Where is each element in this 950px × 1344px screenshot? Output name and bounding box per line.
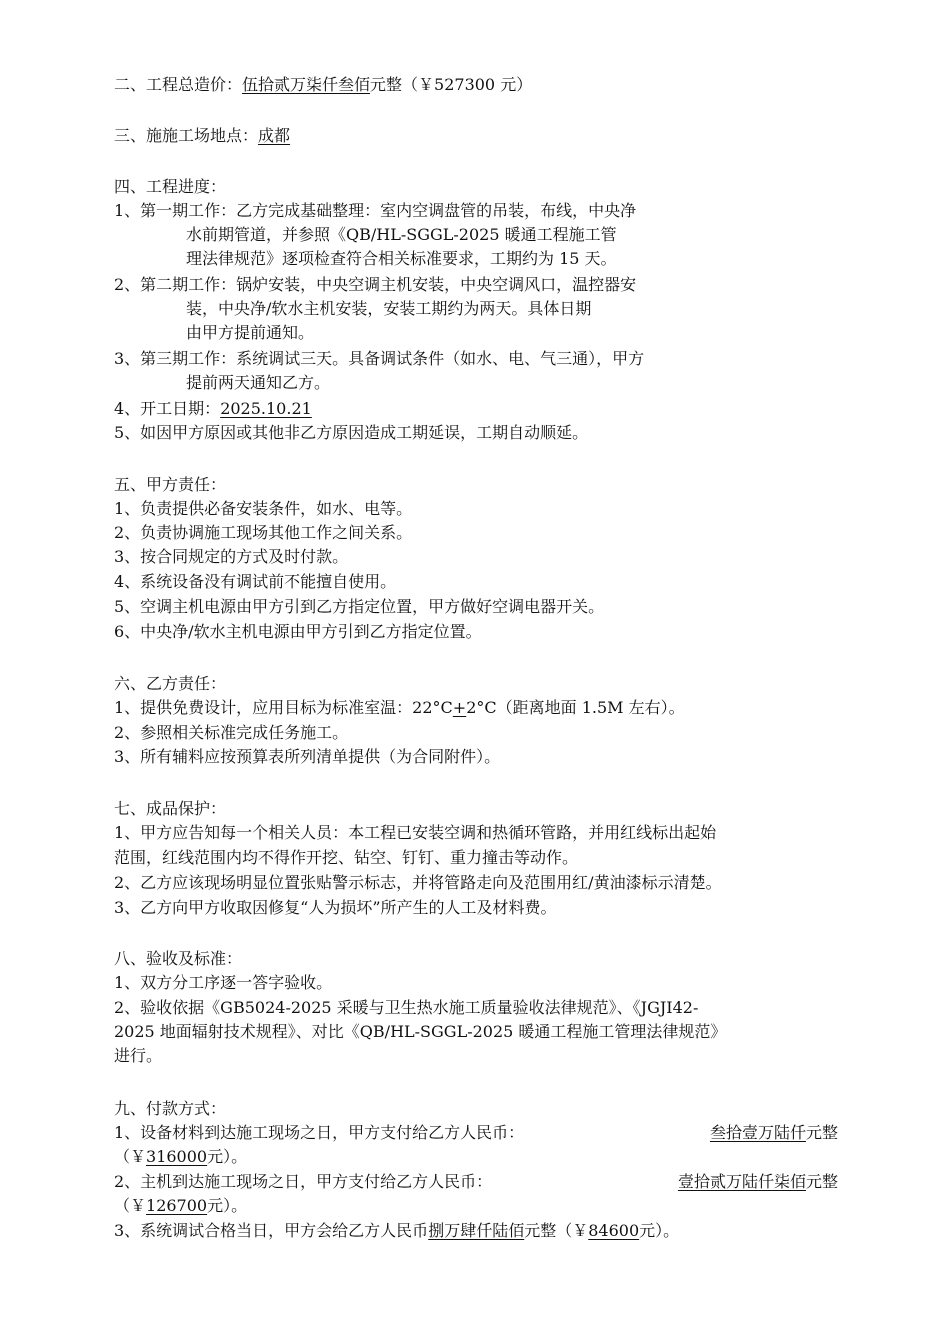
payment-item-1-line-1: 1、设备材料到达施工现场之日，甲方支付给乙方人民币： 叁拾壹万陆仟元整: [114, 1123, 838, 1142]
acceptance-line: 进行。: [114, 1046, 163, 1065]
protection-line: 1、甲方应告知每一个相关人员：本工程已安装空调和热循环管路，并用红线标出起始: [114, 823, 717, 842]
site-location-value: 成都: [258, 126, 291, 145]
acceptance-line: 2025 地面辐射技术规程》、对比《QB/HL-SGGL-2025 暖通工程施工管理法律规范》: [114, 1022, 727, 1041]
start-date-value: 2025.10.21: [220, 399, 312, 418]
payment-heading: 九、付款方式：: [114, 1099, 227, 1118]
party-a-heading: 五、甲方责任：: [114, 475, 227, 494]
total-cost-line: 二、工程总造价：伍拾贰万柒仟叁佰元整（￥527300 元）: [114, 75, 533, 94]
schedule-heading: 四、工程进度：: [114, 177, 227, 196]
party-b-item-1: 1、提供免费设计，应用目标为标准室温：22°C+2°C（距离地面 1.5M 左右）。: [114, 698, 685, 717]
schedule-item-1-line-1: 1、第一期工作：乙方完成基础整理：室内空调盘管的吊装，布线，中央净: [114, 201, 637, 220]
acceptance-heading: 八、验收及标准：: [114, 949, 243, 968]
schedule-item-3-line-1: 3、第三期工作：系统调试三天。具备调试条件（如水、电、气三通），甲方: [114, 349, 645, 368]
party-b-item-2: 2、参照相关标准完成任务施工。: [114, 723, 349, 742]
party-b-item-3: 3、所有辅料应按预算表所列清单提供（为合同附件）。: [114, 747, 501, 766]
start-date-line: 4、开工日期：2025.10.21: [114, 399, 312, 418]
total-cost-words: 伍拾贰万柒仟叁佰: [242, 75, 371, 94]
payment-item-2-line-1: 2、主机到达施工现场之日，甲方支付给乙方人民币： 壹拾贰万陆仟柒佰元整: [114, 1172, 838, 1191]
party-a-item: 5、空调主机电源由甲方引到乙方指定位置，甲方做好空调电器开关。: [114, 597, 605, 616]
payment-1-amount-number: 316000: [146, 1147, 208, 1166]
payment-item-2-line-2: （￥126700元）。: [114, 1196, 248, 1215]
party-a-item: 4、系统设备没有调试前不能擅自使用。: [114, 572, 397, 591]
payment-3-amount-number: 84600: [588, 1221, 640, 1240]
schedule-item-1-line-2: 水前期管道，并参照《QB/HL-SGGL-2025 暖通工程施工管: [186, 225, 617, 244]
payment-item-1-line-2: （￥316000元）。: [114, 1147, 248, 1166]
payment-2-amount-number: 126700: [146, 1196, 208, 1215]
site-location-line: 三、施施工场地点：成都: [114, 126, 291, 145]
protection-line: 范围，红线范围内均不得作开挖、钻空、钉钉、重力撞击等动作。: [114, 848, 579, 867]
protection-line: 2、乙方应该现场明显位置张贴警示标志，并将管路走向及范围用红/黄油漆标示清楚。: [114, 873, 722, 892]
protection-heading: 七、成品保护：: [114, 799, 227, 818]
schedule-item-2-line-3: 由甲方提前通知。: [186, 323, 315, 342]
schedule-item-3-line-2: 提前两天通知乙方。: [186, 373, 331, 392]
payment-1-amount-words: 叁拾壹万陆仟: [709, 1123, 806, 1142]
party-a-item: 3、按合同规定的方式及时付款。: [114, 547, 349, 566]
party-a-item: 2、负责协调施工现场其他工作之间关系。: [114, 523, 413, 542]
schedule-item-2-line-2: 装，中央净/软水主机安装，安装工期约为两天。具体日期: [186, 299, 592, 318]
party-a-item: 1、负责提供必备安装条件，如水、电等。: [114, 499, 413, 518]
party-b-heading: 六、乙方责任：: [114, 674, 227, 693]
schedule-item-1-line-3: 理法律规范》逐项检查符合相关标准要求，工期约为 15 天。: [186, 249, 617, 268]
schedule-item-2-line-1: 2、第二期工作：锅炉安装，中央空调主机安装，中央空调风口，温控器安: [114, 275, 637, 294]
acceptance-line: 1、双方分工序逐一答字验收。: [114, 973, 333, 992]
payment-3-amount-words: 捌万肆仟陆佰: [428, 1221, 525, 1240]
party-a-item: 6、中央净/软水主机电源由甲方引到乙方指定位置。: [114, 622, 482, 641]
payment-item-3: 3、系统调试合格当日，甲方会给乙方人民币捌万肆仟陆佰元整（￥84600元）。: [114, 1221, 680, 1240]
acceptance-line: 2、验收依据《GB5024-2025 采暖与卫生热水施工质量验收法律规范》、《JGJI42-: [114, 998, 699, 1017]
schedule-item-5: 5、如因甲方原因或其他非乙方原因造成工期延误，工期自动顺延。: [114, 423, 589, 442]
payment-2-amount-words: 壹拾贰万陆仟柒佰: [677, 1172, 806, 1191]
protection-line: 3、乙方向甲方收取因修复“人为损坏”所产生的人工及材料费。: [114, 898, 557, 917]
